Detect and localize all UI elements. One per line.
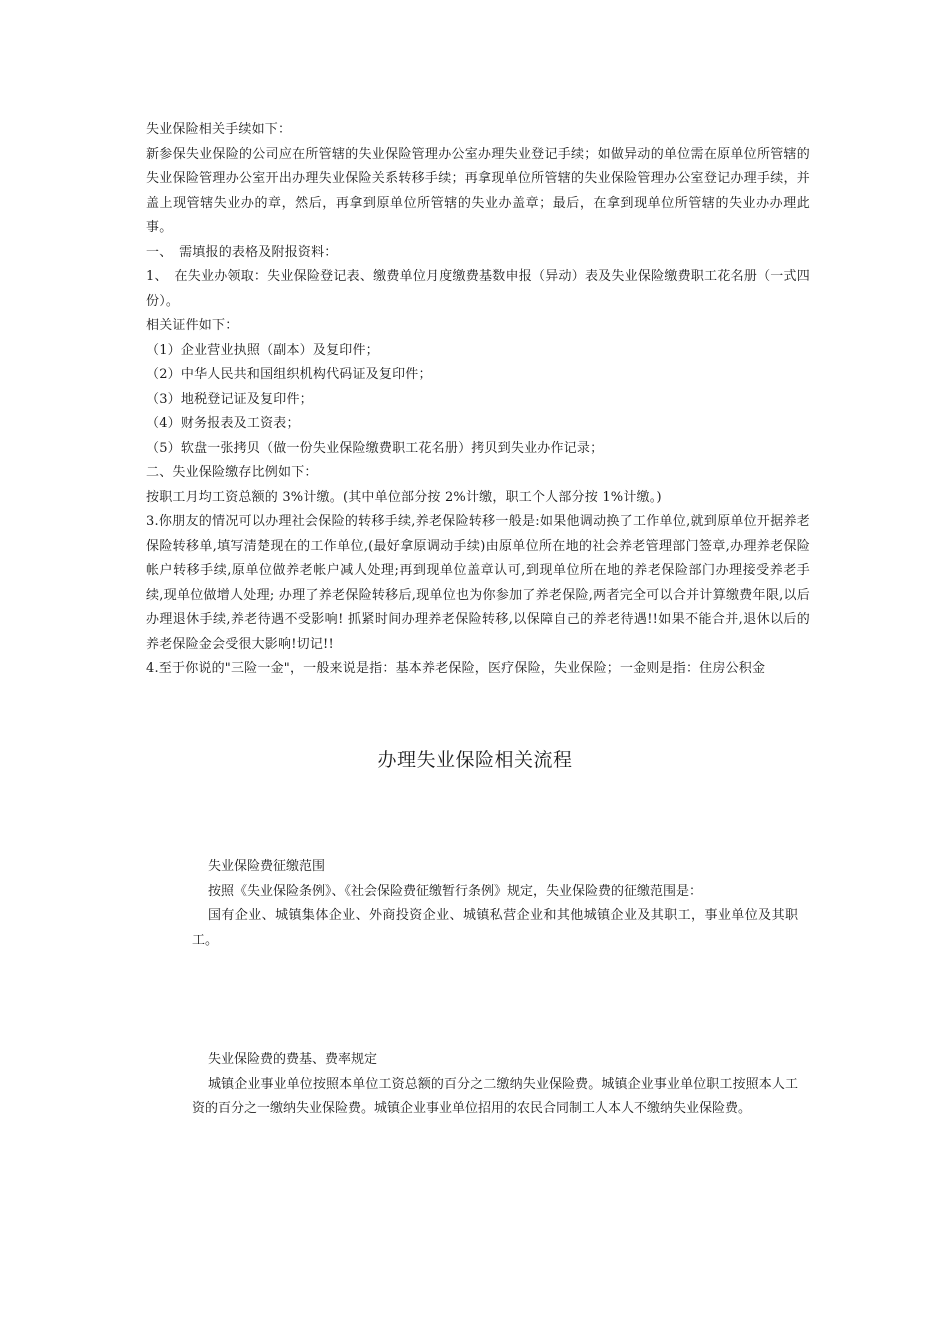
scope-paragraph: 国有企业、城镇集体企业、外商投资企业、城镇私营企业和其他城镇企业及其职工，事业单位及其职工。: [192, 908, 798, 948]
certificate-item: （2）中华人民共和国组织机构代码证及复印件；: [146, 367, 432, 382]
item-one: 1、 在失业办领取：失业保险登记表、缴费单位月度缴费基数申报（异动）表及失业保险缴费职工花名册（一式四份）。: [146, 269, 810, 309]
section-one-heading: 一、 需填报的表格及附报资料：: [146, 244, 338, 260]
rate-rules-section: [192, 1048, 798, 1122]
scope-paragraph: 按照《失业保险条例》、《社会保险费征缴暂行条例》规定，失业保险费的征缴范围是：: [208, 883, 703, 899]
certificate-item: （3）地税登记证及复印件；: [146, 391, 313, 407]
certificate-item: （1）企业营业执照（副本）及复印件；: [146, 342, 379, 358]
certificate-item: （5）软盘一张拷贝（做一份失业保险缴费职工花名册）拷贝到失业办作记录；: [146, 440, 604, 456]
certificates-heading: 相关证件如下：: [146, 318, 239, 333]
page-title: 办理失业保险相关流程: [377, 749, 573, 771]
item-three: 3.你朋友的情况可以办理社会保险的转移手续,养老保险转移一般是:如果他调动换了工作单位,就到原单位开据养老保险转移单,填写清楚现在的工作单位,(最好拿原调动手续)由原单位所在地的社会养老管理部门签章,办理养老保险帐户转移手续,原单位做养老帐户减人处理;再到现单位盖章认可,到现单位所在地的养老保险部门办理接受养老手续,现单位做增人处理; 办理了养老保险转移后,现单位也为你参加了养老保险,两者完全可以合并计算缴费年限,以后办理退休手续,养老待遇不受影响! 抓紧时间办理养老保险转移,以保障自己的养老待遇!!如果不能合并,退休以后的养老保险金会受很大影响!切记!!: [146, 514, 810, 652]
section-two-heading: 二、失业保险缴存比例如下：: [146, 465, 318, 480]
certificate-item: （4）财务报表及工资表；: [146, 416, 300, 431]
procedures-section: [146, 118, 810, 682]
item-four: 4.至于你说的"三险一金"，一般来说是指：基本养老保险，医疗保险，失业保险；一金则是指：住房公积金: [146, 661, 766, 676]
rate-heading: 失业保险费的费基、费率规定: [208, 1052, 378, 1067]
intro-heading: 失业保险相关手续如下：: [146, 122, 292, 137]
intro-paragraph: 新参保失业保险的公司应在所管辖的失业保险管理办公室办理失业登记手续；如做异动的单位需在原单位所管辖的失业保险管理办公室开出办理失业保险关系转移手续；再拿现单位所管辖的失业保险管理办公室登记办理手续，并盖上现管辖失业办的章，然后，再拿到原单位所管辖的失业办盖章；最后，在拿到现单位所管辖的失业办办理此事。: [146, 146, 810, 235]
contribution-ratio: 按职工月均工资总额的 3%计缴。(其中单位部分按 2%计缴，职工个人部分按 1%计缴。): [146, 489, 662, 505]
collection-scope-section: [192, 855, 798, 953]
scope-heading: 失业保险费征缴范围: [208, 859, 326, 874]
rate-paragraph: 城镇企业事业单位按照本单位工资总额的百分之二缴纳失业保险费。城镇企业事业单位职工按照本人工资的百分之一缴纳失业保险费。城镇企业事业单位招用的农民合同制工人本人不缴纳失业保险费。: [192, 1076, 798, 1116]
